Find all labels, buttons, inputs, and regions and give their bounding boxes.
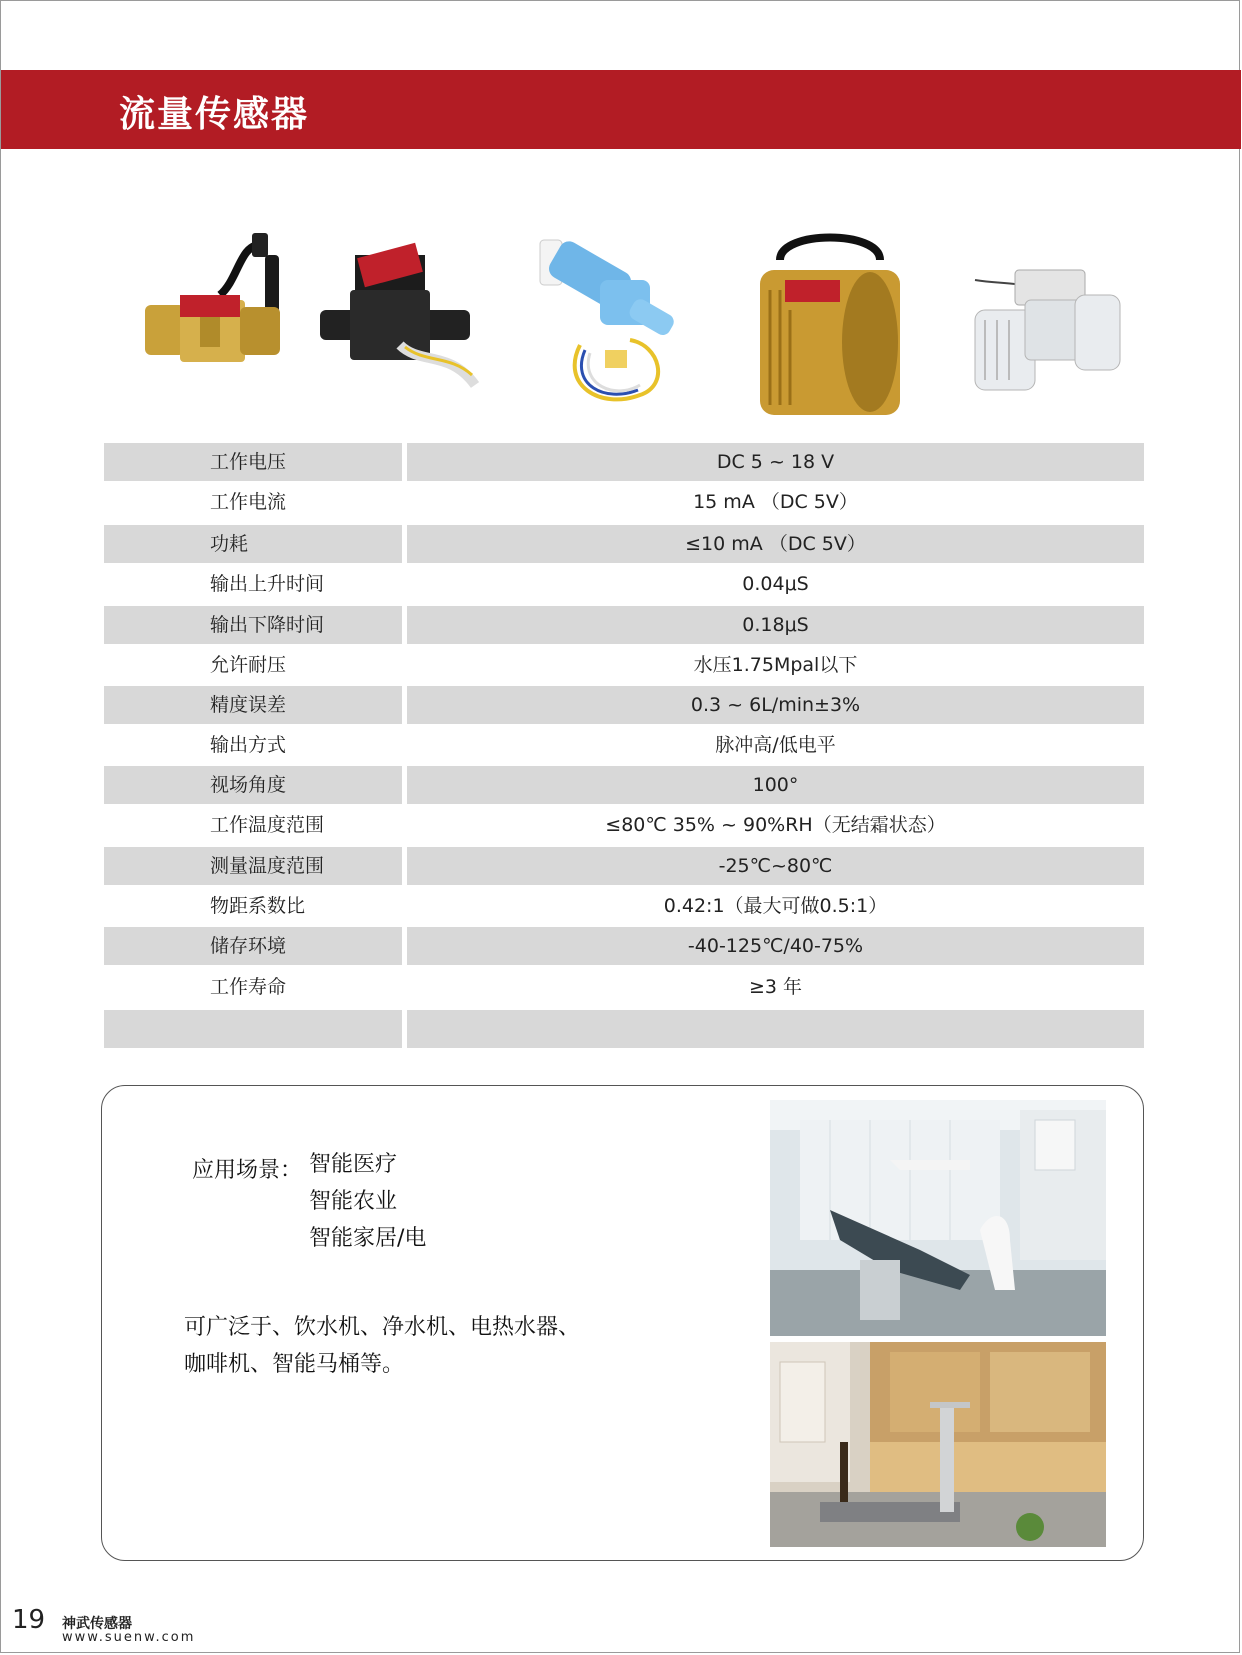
spec-label: 工作寿命 [210, 976, 287, 998]
spec-row [104, 686, 1144, 724]
spec-value [407, 1010, 1144, 1048]
blue-flow-sensor-image [520, 225, 690, 415]
spec-value: ≤10 mA （DC 5V） [407, 525, 1144, 563]
brass-flow-sensor-image [140, 225, 310, 395]
black-flow-sensor-image [310, 235, 490, 405]
spec-row [104, 927, 1144, 965]
spec-value: ≥3 年 [748, 976, 803, 998]
spec-label: 功耗 [104, 525, 402, 563]
application-label: 应用场景： [192, 1158, 303, 1183]
spec-label: 工作温度范围 [210, 814, 325, 836]
spec-label: 工作电压 [104, 443, 402, 481]
description-line: 可广泛于、饮水机、净水机、电热水器、 [184, 1315, 581, 1340]
application-item: 智能农业 [309, 1189, 398, 1214]
spec-value: 水压1.75Mpal以下 [693, 654, 858, 676]
spec-value: 0.18μS [407, 606, 1144, 644]
spec-value: 15 mA （DC 5V） [693, 491, 858, 513]
application-item: 智能家居/电 [309, 1226, 427, 1251]
spec-label: 储存环境 [104, 927, 402, 965]
spec-row [104, 483, 1144, 521]
header-bar [1, 70, 1241, 149]
spec-label: 输出下降时间 [104, 606, 402, 644]
application-item: 智能医疗 [309, 1152, 398, 1177]
spec-label: 测量温度范围 [104, 847, 402, 885]
large-brass-flow-sensor-image [750, 230, 910, 420]
spec-row [104, 806, 1144, 844]
spec-label: 工作电流 [210, 491, 287, 513]
description-line: 咖啡机、智能马桶等。 [184, 1352, 405, 1377]
footer-url: www.suenw.com [62, 1630, 196, 1645]
spec-label: 输出方式 [210, 734, 287, 756]
spec-label: 物距系数比 [210, 895, 306, 917]
spec-value: DC 5 ~ 18 V [407, 443, 1144, 481]
spec-label: 允许耐压 [210, 654, 287, 676]
spec-label: 输出上升时间 [210, 573, 325, 595]
clear-flow-sensor-image [965, 255, 1125, 405]
spec-row [104, 766, 1144, 804]
application-description [184, 1309, 580, 1383]
spec-row [104, 1010, 1144, 1048]
dental-clinic-photo [770, 1100, 1106, 1336]
spec-value: -25℃~80℃ [407, 847, 1144, 885]
kitchen-photo [770, 1342, 1106, 1547]
application-list [309, 1153, 426, 1257]
spec-value: 100° [407, 766, 1144, 804]
footer-brand: 神武传感器 [62, 1616, 132, 1632]
product-images [130, 215, 1130, 430]
spec-row [104, 726, 1144, 764]
page-number: 19 [12, 1605, 46, 1635]
spec-row [104, 565, 1144, 603]
spec-label: 视场角度 [104, 766, 402, 804]
spec-value: -40-125℃/40-75% [407, 927, 1144, 965]
spec-value: ≤80℃ 35% ~ 90%RH（无结霜状态） [605, 814, 946, 836]
spec-label: 精度误差 [104, 686, 402, 724]
spec-label [104, 1010, 402, 1048]
spec-row [104, 606, 1144, 644]
spec-value: 0.42:1（最大可做0.5:1） [663, 895, 888, 917]
spec-value: 0.3 ~ 6L/min±3% [407, 686, 1144, 724]
page-title: 流量传感器 [119, 94, 310, 135]
spec-value: 脉冲高/低电平 [715, 734, 836, 756]
spec-row [104, 646, 1144, 684]
spec-row [104, 525, 1144, 563]
application-box [101, 1085, 1144, 1561]
spec-row [104, 887, 1144, 925]
spec-row [104, 847, 1144, 885]
spec-row [104, 443, 1144, 481]
spec-value: 0.04μS [742, 573, 809, 595]
spec-row [104, 968, 1144, 1006]
